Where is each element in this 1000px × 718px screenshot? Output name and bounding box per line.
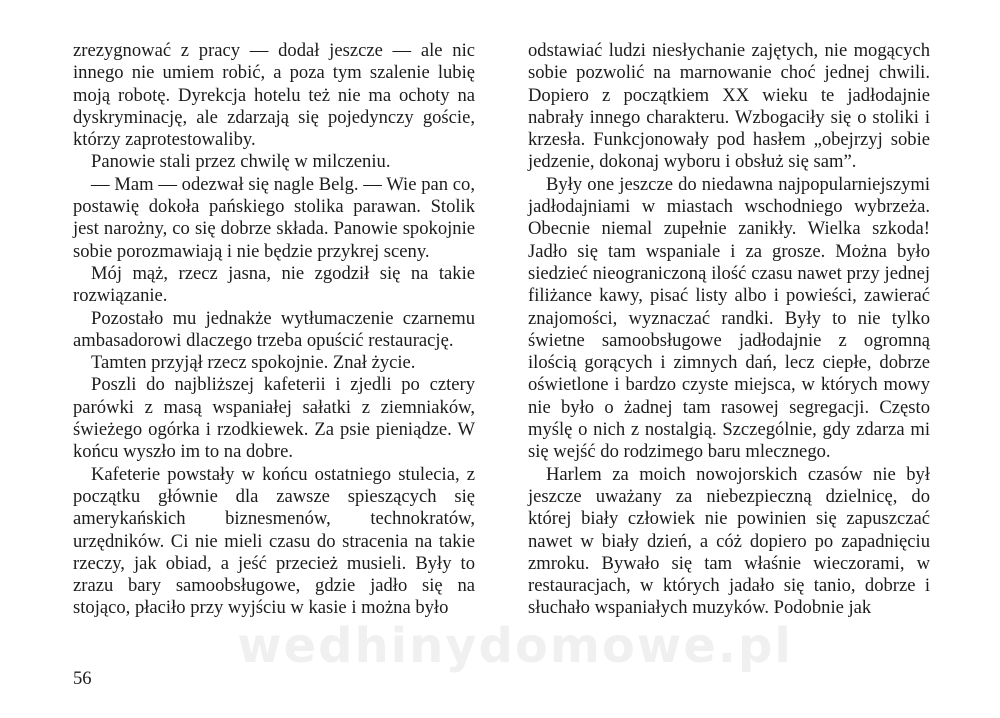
paragraph: Tamten przyjął rzecz spokojnie. Znał życie.	[91, 352, 416, 374]
paragraph: Poszli do najbliższej kafeterii i zjedli po cztery parówki z masą wspaniałej sałatki z ziemniaków, świeżego ogórka i rzodkiewek. Za psie pieniądze. W końcu wyszło im to na dobre.	[73, 374, 475, 463]
paragraph: Były one jeszcze do niedawna najpopularniejszymi jadłodajniami w miastach wschodniego wybrzeża. Obecnie niemal zupełnie zanikły. Wielka szkoda! Jadło się tam wspaniale i za grosze. Można było siedzieć nieograniczoną ilość czasu nawet przy jednej filiżance kawy, pisać listy albo i powieści, zawierać znajomości, wyznaczać randki. Były to nie tylko świetne samoobsługowe jadłodajnie z ogromną ilością gorących i zimnych dań, lecz ciepłe, dobrze oświetlone i bardzo czyste miejsca, w których mowy nie było o żadnej tam rasowej segregacji. Często myślę o nich z nostalgią. Szczególnie, gdy zdarza mi się wejść do rodzimego baru mlecznego.	[528, 173, 930, 463]
paragraph: odstawiać ludzi niesłychanie zajętych, nie mogących sobie pozwolić na marnowanie choć jednej chwili. Dopiero z początkiem XX wieku te jadłodajnie nabrały innego charakteru. Wzbogaciły się o stoliki i krzesła. Funkcjonowały pod hasłem „obejrzyj sobie jedzenie, dokonaj wyboru i obsłuż się sam”.	[528, 40, 930, 173]
paragraph: — Mam — odezwał się nagle Belg. — Wie pan co, postawię dokoła pańskiego stolika parawan. Stolik jest narożny, co się dobrze składa. Panowie spokojnie sobie porozmawiają i nie będzie przykrej sceny.	[73, 173, 475, 262]
paragraph: Pozostało mu jednakże wytłumaczenie czarnemu ambasadorowi dlaczego trzeba opuścić restaurację.	[73, 307, 475, 351]
left-column	[73, 40, 475, 620]
paragraph: zrezygnować z pracy — dodał jeszcze — ale nic innego nie umiem robić, a poza tym szalenie lubię moją robotę. Dyrekcja hotelu też nie ma ochoty na dyskryminację, ale zdarzają się pojedynczy goście, którzy zaprotestowaliby.	[73, 40, 475, 151]
paragraph: Panowie stali przez chwilę w milczeniu.	[91, 151, 391, 173]
page-number: 56	[73, 668, 92, 689]
right-column	[528, 40, 930, 620]
watermark: wedhinydomowe.pl	[237, 618, 793, 674]
paragraph: Harlem za moich nowojorskich czasów nie był jeszcze uważany za niebezpieczną dzielnicę, do której biały człowiek nie powinien się zapuszczać nawet w biały dzień, a cóż dopiero po zapadnięciu zmroku. Bywało się tam właśnie wieczorami, w restauracjach, w których jadało się tanio, dobrze i słuchało wspaniałych muzyków. Podobnie jak	[528, 463, 930, 619]
paragraph: Kafeterie powstały w końcu ostatniego stulecia, z początku głównie dla zawsze spieszących się amerykańskich biznesmenów, technokratów, urzędników. Ci nie mieli czasu do stracenia na takie rzeczy, jak obiad, a jeść przecież musieli. Były to zrazu bary samoobsługowe, gdzie jadło się na stojąco, płaciło przy wyjściu w kasie i można było	[73, 463, 475, 619]
paragraph: Mój mąż, rzecz jasna, nie zgodził się na takie rozwiązanie.	[73, 262, 475, 307]
